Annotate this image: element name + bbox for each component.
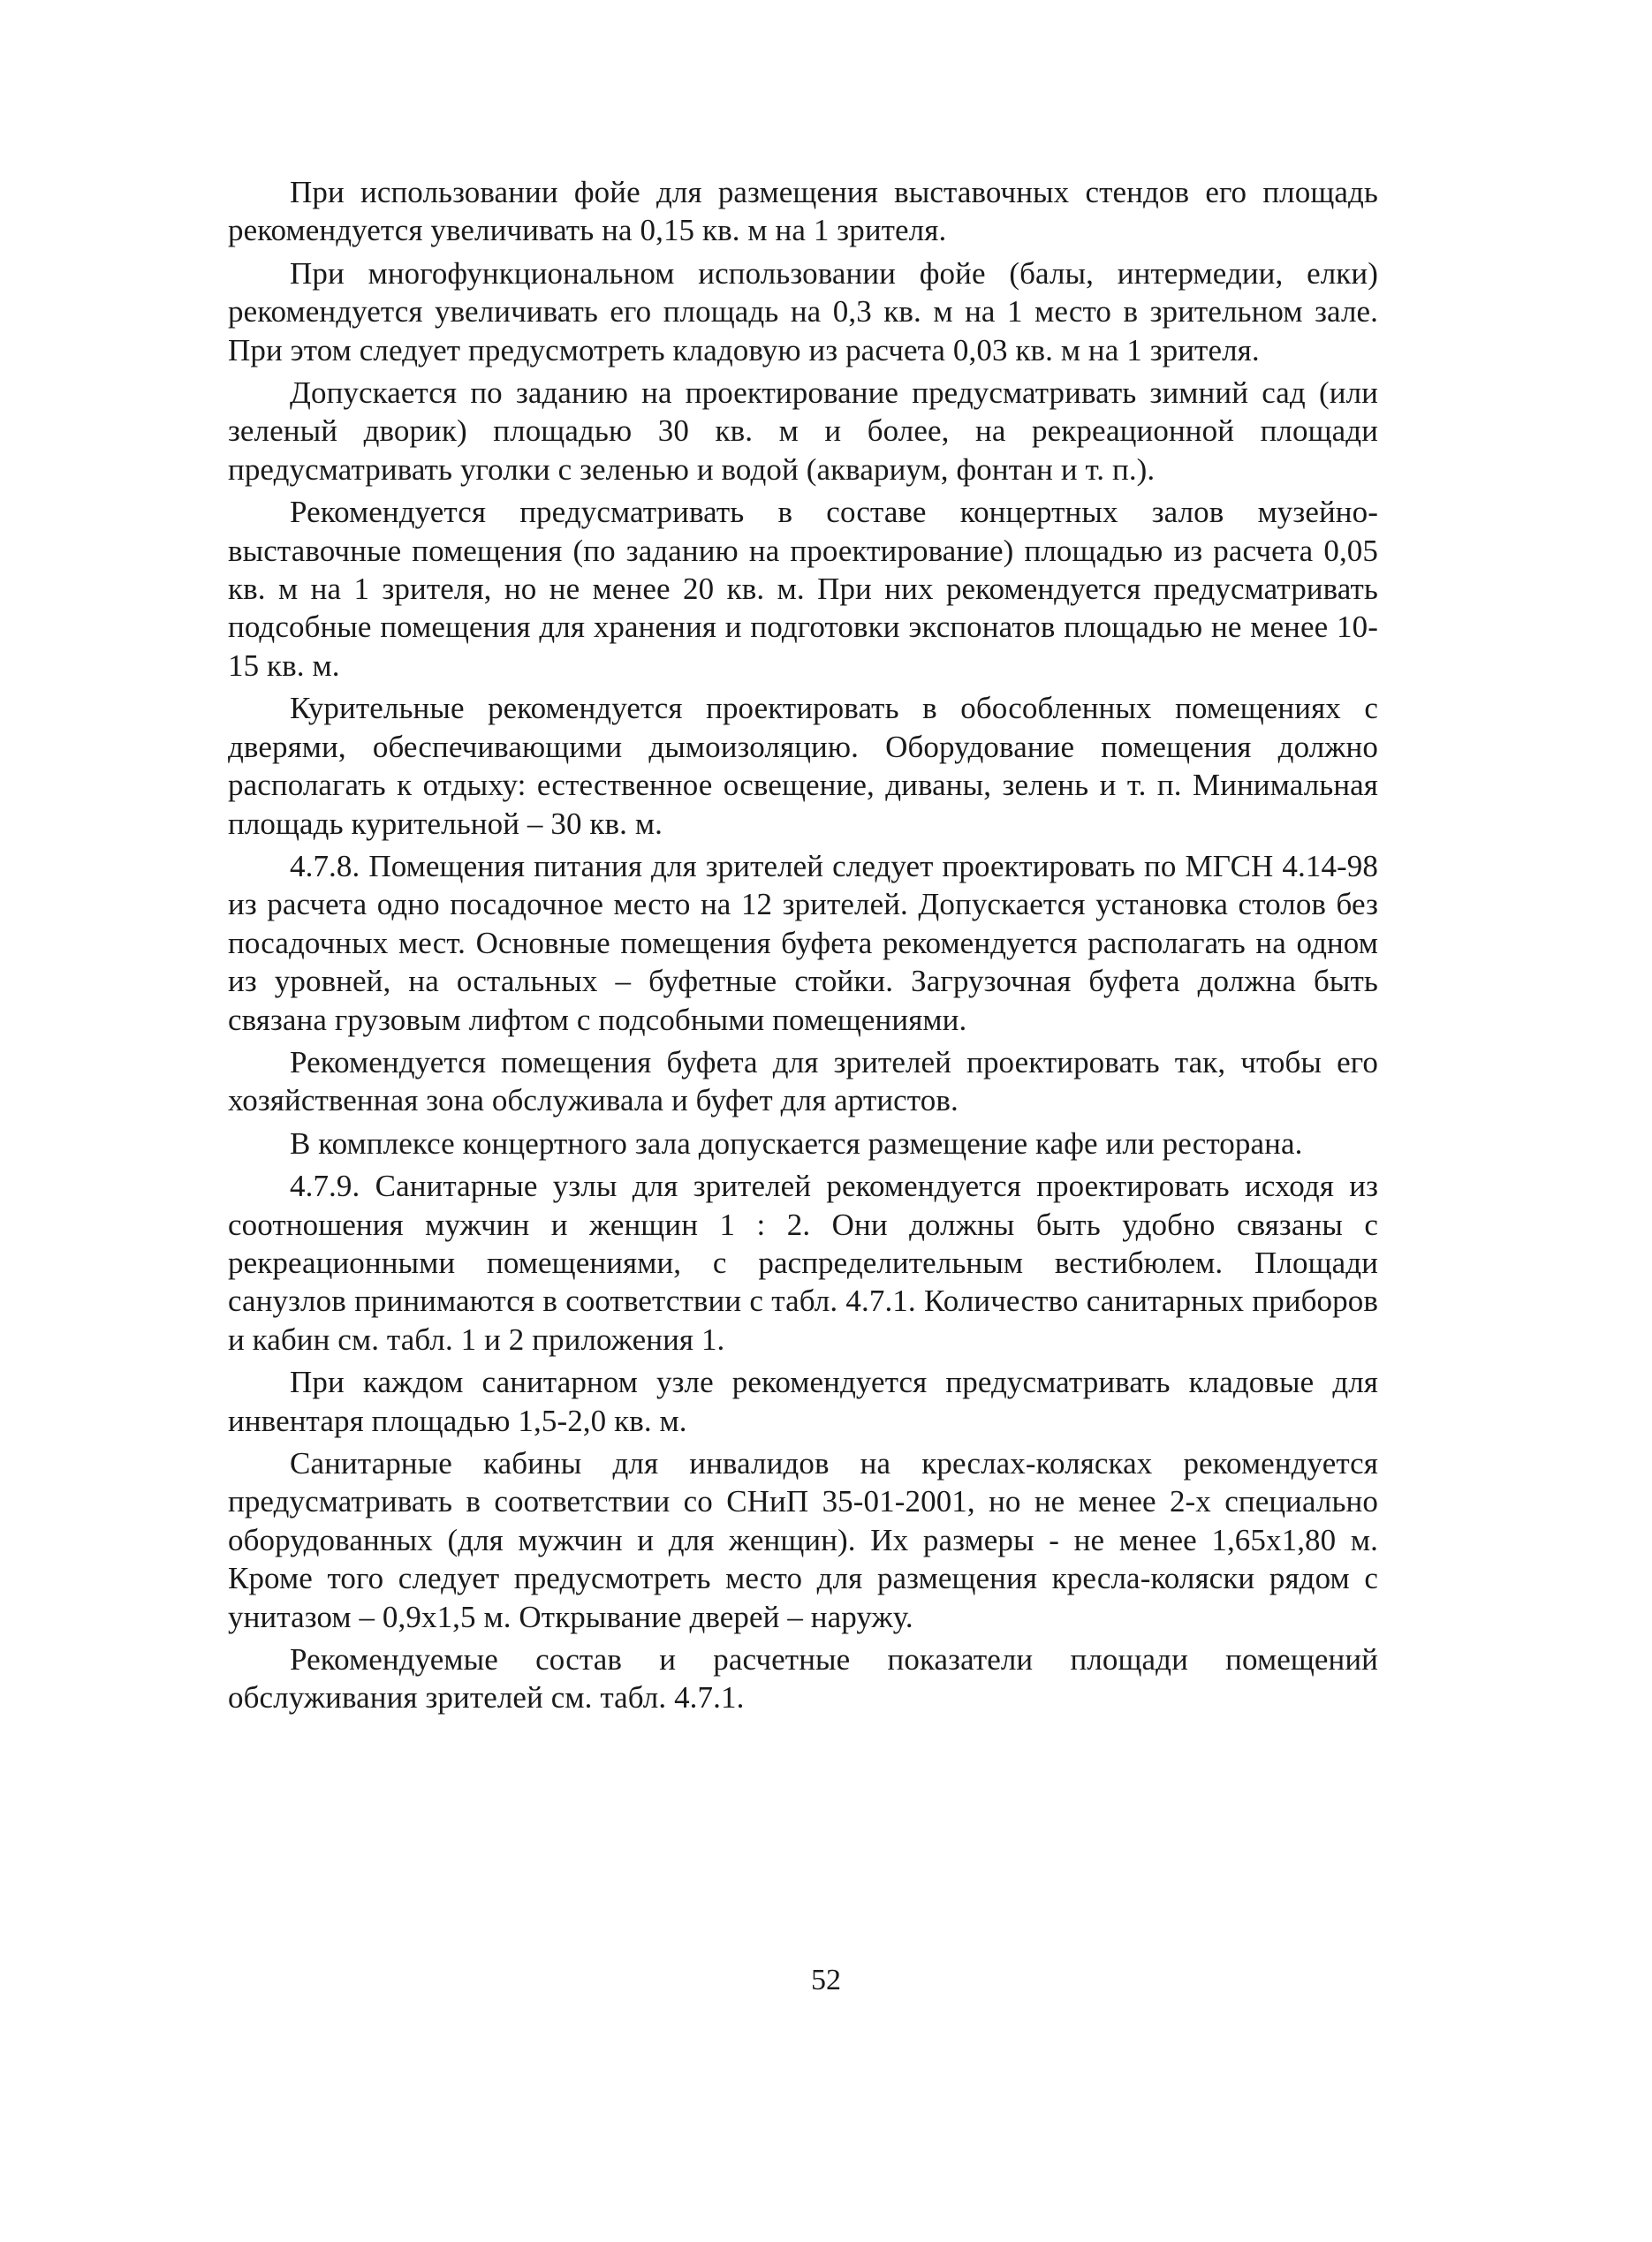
- paragraph-table-reference: Рекомендуемые состав и расчетные показатели площади помещений обслуживания зрителей см. табл. 4.7.1.: [228, 1642, 1378, 1716]
- page-number: 52: [811, 1964, 841, 1996]
- paragraph-storage-rooms: При каждом санитарном узле рекомендуется предусматривать кладовые для инвентаря площадью 1,5-2,0 кв. м.: [228, 1365, 1378, 1438]
- paragraph-accessible-cabins: Санитарные кабины для инвалидов на креслах-колясках рекомендуется предусматривать в соответствии со СНиП 35-01-2001, но не менее 2-х специально оборудованных (для мужчин и для женщин). Их размеры - не менее 1,65х1,80 м. Кроме того следует предусмотреть место для размещения кресла-коляски рядом с унитазом – 0,9х1,5 м. Открывание дверей – наружу.: [228, 1446, 1378, 1634]
- paragraph-foyer-multifunctional: При многофункциональном использовании фойе (балы, интермедии, елки) рекомендуется увеличивать его площадь на 0,3 кв. м на 1 место в зрительном зале. При этом следует предусмотреть кладовую из расчета 0,03 кв. м на 1 зрителя.: [228, 255, 1378, 367]
- paragraph-winter-garden: Допускается по заданию на проектирование предусматривать зимний сад (или зеленый дворик) площадью 30 кв. м и более, на рекреационной площади предусматривать уголки с зеленью и водой (аквариум, фонтан и т. п.).: [228, 375, 1378, 487]
- document-page: [228, 173, 1378, 1722]
- paragraph-museum-rooms: Рекомендуется предусматривать в составе концертных залов музейно-выставочные помещения (по заданию на проектирование) площадью из расчета 0,05 кв. м на 1 зрителя, но не менее 20 кв. м. При них рекомендуется предусматривать подсобные помещения для хранения и подготовки экспонатов площадью не менее 10-15 кв. м.: [228, 495, 1378, 683]
- paragraph-cafe-restaurant: В комплексе концертного зала допускается размещение кафе или ресторана.: [290, 1125, 1303, 1161]
- paragraph-smoking-rooms: Курительные рекомендуется проектировать в обособленных помещениях с дверями, обеспечивающими дымоизоляцию. Оборудование помещения должно располагать к отдыху: естественное освещение, диваны, зелень и т. п. Минимальная площадь курительной – 30 кв. м.: [228, 691, 1378, 841]
- paragraph-foyer-exhibition: При использовании фойе для размещения выставочных стендов его площадь рекомендуется увеличивать на 0,15 кв. м на 1 зрителя.: [228, 175, 1378, 248]
- paragraph-section-4-7-9: 4.7.9. Санитарные узлы для зрителей рекомендуется проектировать исходя из соотношения мужчин и женщин 1 : 2. Они должны быть удобно связаны с рекреационными помещениями, с распределительным вестибюлем. Площади санузлов принимаются в соответствии с табл. 4.7.1. Количество санитарных приборов и кабин см. табл. 1 и 2 приложения 1.: [228, 1169, 1378, 1357]
- paragraph-buffet-service: Рекомендуется помещения буфета для зрителей проектировать так, чтобы его хозяйственная зона обслуживала и буфет для артистов.: [228, 1044, 1378, 1118]
- paragraph-section-4-7-8: 4.7.8. Помещения питания для зрителей следует проектировать по МГСН 4.14-98 из расчета одно посадочное место на 12 зрителей. Допускается установка столов без посадочных мест. Основные помещения буфета рекомендуется располагать на одном из уровней, на остальных – буфетные стойки. Загрузочная буфета должна быть связана грузовым лифтом с подсобными помещениями.: [228, 848, 1378, 1037]
